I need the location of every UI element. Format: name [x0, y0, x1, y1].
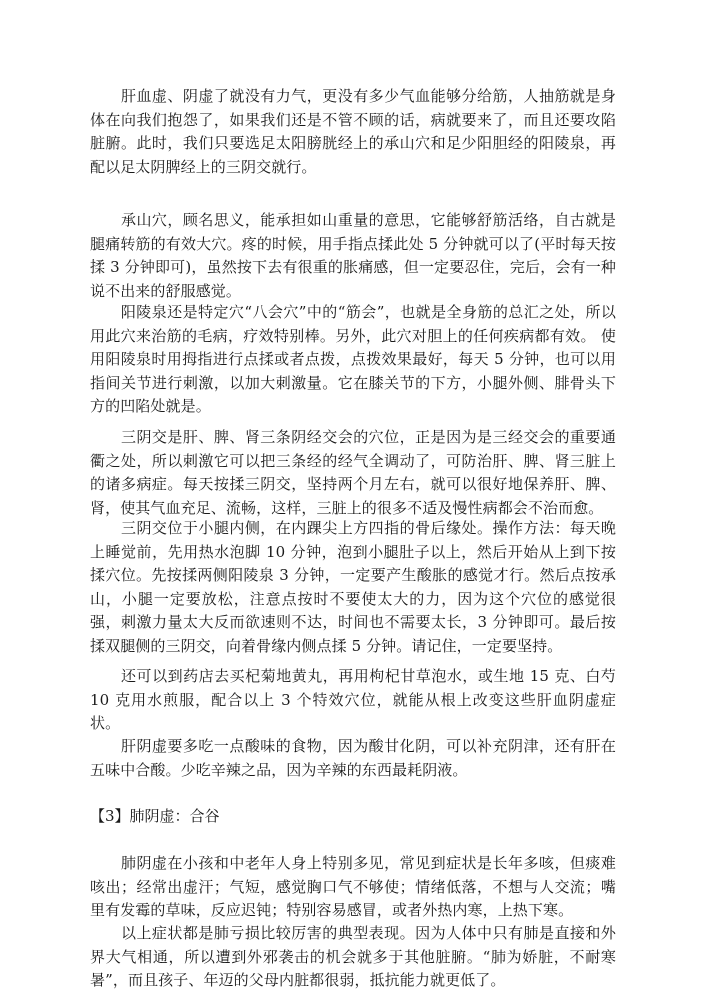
paragraph-yanglingquan-point: 阳陵泉还是特定穴“八会穴”中的“筋会”，也就是全身筋的总汇之处，所以用此穴来治筋的毛病，疗效特别棒。另外，此穴对胆上的任何疾病都有效。 使用阳陵泉时用拇指进行点揉或者点拨，点拨效果最好，每天 5 分钟，也可以用指间关节进行刺激，以加大刺激量。它在膝关节的下方，小腿外侧、腓骨头下方的凹陷处就是。 [90, 303, 616, 415]
paragraph-liver-blood-deficiency: 肝血虚、阴虚了就没有力气，更没有多少气血能够分给筋，人抽筋就是身体在向我们抱怨了，如果我们还是不管不顾的话，病就要来了，而且还要攻陷脏腑。此时，我们只要选足太阳膀胱经上的承山穴和足少阳胆经的阳陵泉，再配以足太阴脾经上的三阴交就行。 [90, 87, 616, 176]
paragraph-herbal-remedy: 还可以到药店去买杞菊地黄丸，再用枸杞甘草泡水，或生地 15 克、白芍 10 克用水煎服，配合以上 3 个特效穴位，就能从根上改变这些肝血阴虚症状。 [90, 667, 616, 732]
paragraph-diet-advice: 肝阴虚要多吃一点酸味的食物，因为酸甘化阴，可以补充阴津，还有肝在五味中合酸。少吃辛辣之品，因为辛辣的东西最耗阴液。 [90, 737, 616, 779]
paragraph-lung-weakness: 以上症状都是肺亏损比较厉害的典型表现。因为人体中只有肺是直接和外界大气相通，所以遭到外邪袭击的机会就多于其他脏腑。“肺为娇脏，不耐寒暑”，而且孩子、年迈的父母内脏都很弱，抵抗能力就更低了。 [90, 924, 616, 989]
paragraph-sanyinjiao-point: 三阴交是肝、脾、肾三条阴经交会的穴位，正是因为是三经交会的重要通衢之处，所以刺激它可以把三条经的经气全调动了，可防治肝、脾、肾三脏上的诸多病症。每天按揉三阴交，坚持两个月左右，就可以很好地保养肝、脾、肾，使其气血充足、流畅，这样，三脏上的很多不适及慢性病都会不治而愈。 [90, 428, 616, 517]
paragraph-sanyinjiao-method: 三阴交位于小腿内侧，在内踝尖上方四指的骨后缘处。操作方法：每天晚上睡觉前，先用热水泡脚 10 分钟，泡到小腿肚子以上，然后开始从上到下按揉穴位。先按揉两侧阳陵泉 3 分钟，一定要产生酸胀的感觉才行。然后点按承山，小腿一定要放松，注意点按时不要使太大的力，因为这个穴位的感觉很强，刺激力量太大反而欲速则不达，时间也不需要太长，3 分钟即可。最后按揉双腿侧的三阴交，向着骨缘内侧点揉 5 分钟。请记住，一定要坚持。 [90, 519, 616, 655]
section-heading-lung-yin-deficiency: 【3】肺阴虚：合谷 [90, 807, 220, 825]
paragraph-lung-yin-symptoms: 肺阴虚在小孩和中老年人身上特别多见，常见到症状是长年多咳，但痰难咳出；经常出虚汗；气短，感觉胸口气不够使；情绪低落，不想与人交流；嘴里有发霉的草味，反应迟钝；特别容易感冒，或者外热内寒，上热下寒。 [90, 854, 616, 919]
paragraph-chengshan-point: 承山穴，顾名思义，能承担如山重量的意思，它能够舒筋活络，自古就是腿痛转筋的有效大穴。疼的时候，用手指点揉此处 5 分钟就可以了(平时每天按揉 3 分钟即可)，虽然按下去有很重的胀痛感，但一定要忍住，完后，会有一种说不出来的舒服感觉。 [90, 211, 616, 300]
